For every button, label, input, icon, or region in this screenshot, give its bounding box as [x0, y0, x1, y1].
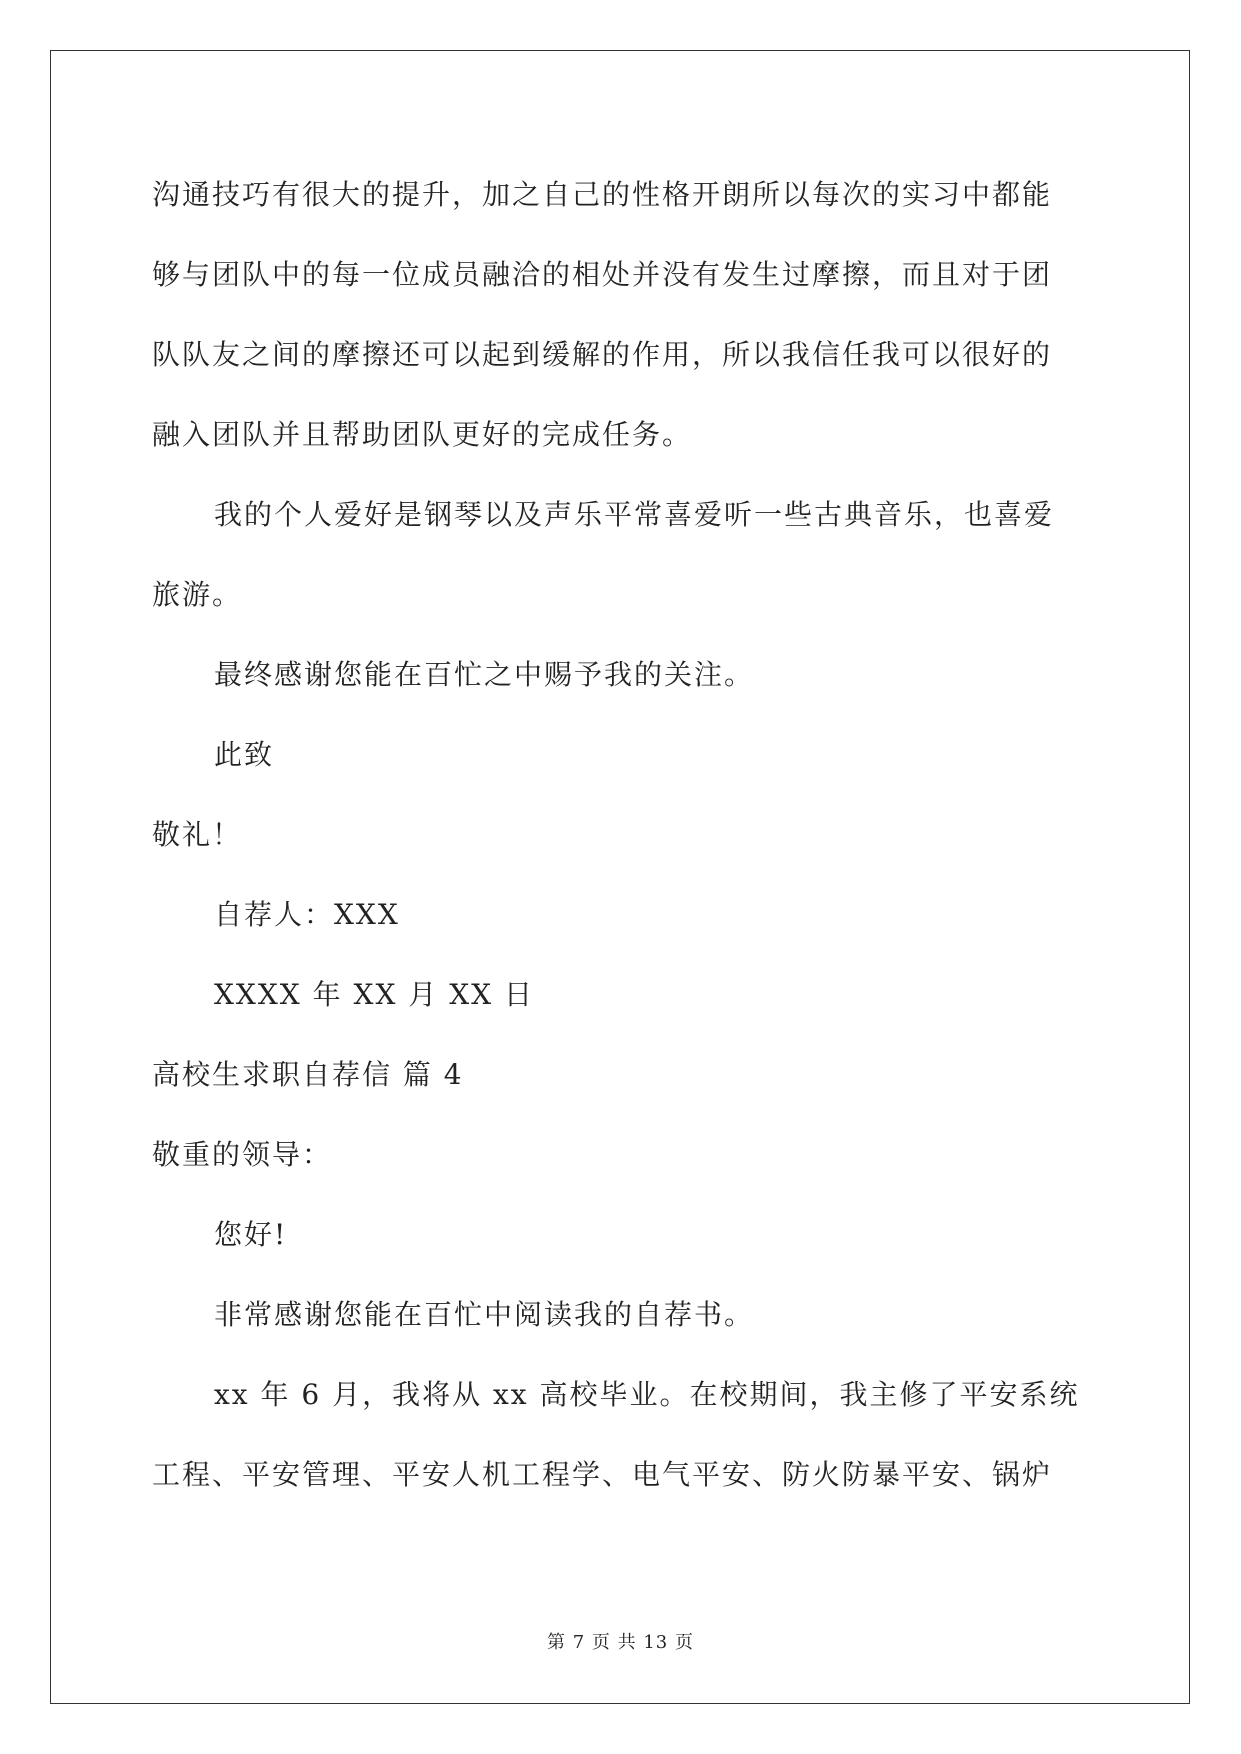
letter-greeting: 敬重的领导： — [152, 1138, 333, 1171]
text-line: 沟通技巧有很大的提升，加之自己的性格开朗所以每次的实习中都能 — [152, 178, 1053, 211]
page-footer: 第 7 页 共 13 页 — [547, 1632, 694, 1653]
closing-salutation: 此致 — [214, 738, 275, 771]
closing-respect: 敬礼！ — [152, 818, 243, 851]
text-line: xx 年 6 月，我将从 xx 高校毕业。在校期间，我主修了平安系统 — [214, 1378, 1080, 1411]
text-line: 我的个人爱好是钢琴以及声乐平常喜爱听一些古典音乐，也喜爱 — [214, 498, 1055, 531]
text-line: 工程、平安管理、平安人机工程学、电气平安、防火防暴平安、锅炉 — [152, 1458, 1053, 1491]
signature-name: 自荐人：XXX — [214, 898, 400, 931]
text-line: 够与团队中的每一位成员融洽的相处并没有发生过摩擦，而且对于团 — [152, 258, 1053, 291]
text-line: 最终感谢您能在百忙之中赐予我的关注。 — [214, 658, 755, 691]
document-body — [152, 155, 1092, 1515]
text-line: 队队友之间的摩擦还可以起到缓解的作用，所以我信任我可以很好的 — [152, 338, 1053, 371]
section-title: 高校生求职自荐信 篇 4 — [152, 1058, 464, 1091]
text-line: 旅游。 — [152, 578, 243, 611]
signature-date: XXXX 年 XX 月 XX 日 — [214, 978, 534, 1011]
text-line: 非常感谢您能在百忙中阅读我的自荐书。 — [214, 1298, 755, 1331]
text-line: 融入团队并且帮助团队更好的完成任务。 — [152, 418, 693, 451]
letter-hello: 您好! — [214, 1218, 288, 1251]
